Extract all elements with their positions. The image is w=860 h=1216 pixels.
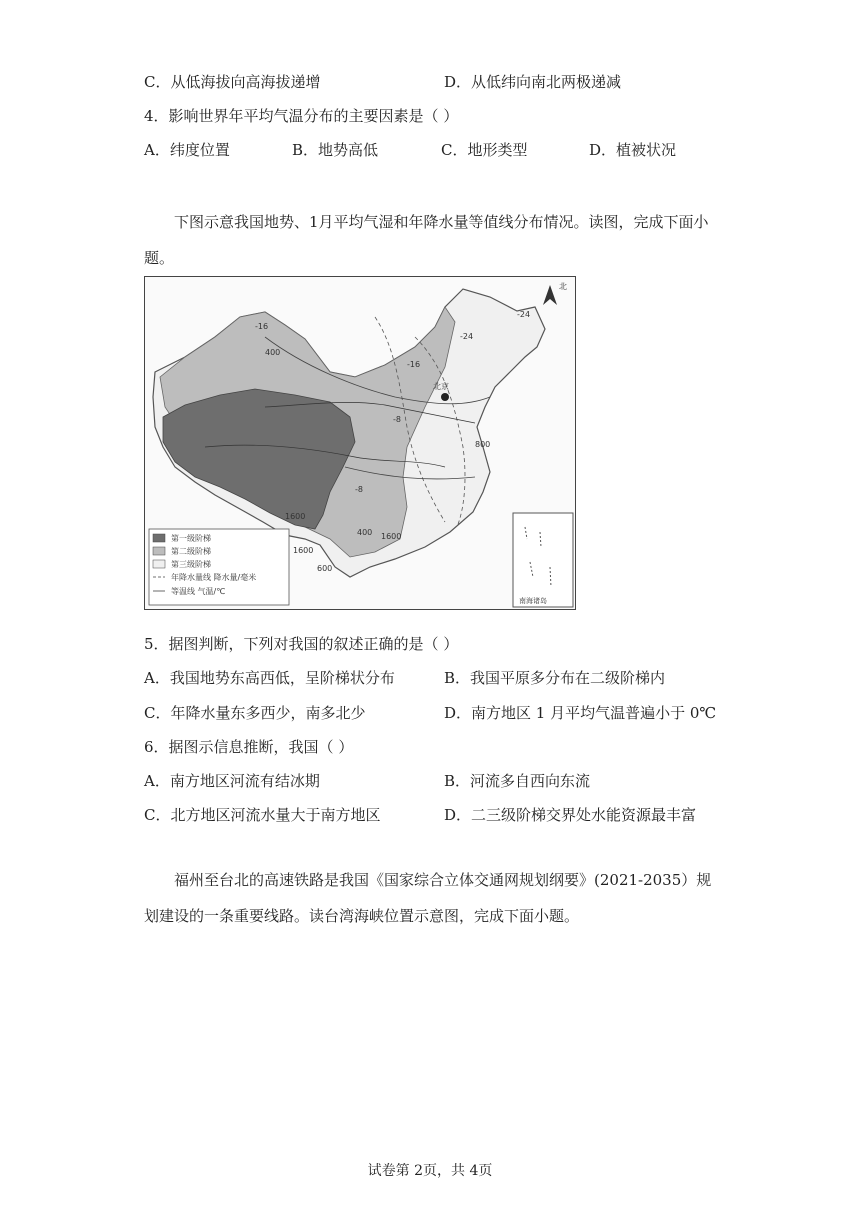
contour-label: -24 xyxy=(517,310,531,319)
intro-paragraph-map: 下图示意我国地势、1月平均气湿和年降水量等值线分布情况。读图，完成下面小题。 xyxy=(144,213,709,267)
contour-label: 1600 xyxy=(293,546,314,555)
q3-option-c: C．从低海拔向高海拔递增 xyxy=(144,73,321,91)
contour-label: 1600 xyxy=(285,512,306,521)
north-label: 北 xyxy=(559,282,567,291)
contour-label: -8 xyxy=(355,485,363,494)
south-china-sea-inset xyxy=(513,513,573,607)
contour-label: 600 xyxy=(317,564,333,573)
north-arrow-icon xyxy=(543,285,557,305)
q5-option-a: A．我国地势东高西低，呈阶梯状分布 xyxy=(144,669,395,687)
q4-stem: 4．影响世界年平均气温分布的主要因素是（ ） xyxy=(144,107,459,125)
q5-option-b: B．我国平原多分布在二级阶梯内 xyxy=(444,669,666,687)
contour-label: -16 xyxy=(407,360,421,369)
inset-label: 南海诸岛 xyxy=(519,597,547,605)
capital-label: 北京 xyxy=(433,382,449,391)
legend-label-third-step: 第三级阶梯 xyxy=(171,560,211,569)
q6-option-a: A．南方地区河流有结冰期 xyxy=(144,772,320,790)
q4-option-d: D．植被状况 xyxy=(589,141,677,159)
capital-marker xyxy=(441,393,449,401)
q5-option-c: C．年降水量东多西少，南多北少 xyxy=(144,704,366,722)
contour-label: -24 xyxy=(460,332,474,341)
contour-label: 800 xyxy=(475,440,491,449)
q6-stem: 6．据图示信息推断，我国（ ） xyxy=(144,738,354,756)
legend-label-first-step: 第一级阶梯 xyxy=(171,534,211,543)
contour-label: 1600 xyxy=(381,532,402,541)
legend-swatch-third-step xyxy=(153,560,165,568)
map-svg xyxy=(145,277,576,610)
q4-option-c: C．地形类型 xyxy=(441,141,528,159)
contour-label: -8 xyxy=(393,415,401,424)
q6-option-c: C．北方地区河流水量大于南方地区 xyxy=(144,806,381,824)
q4-option-a: A．纬度位置 xyxy=(144,141,230,159)
q3-option-d: D．从低纬向南北两极递减 xyxy=(444,73,622,91)
q6-option-d: D．二三级阶梯交界处水能资源最丰富 xyxy=(444,806,697,824)
china-terrain-climate-map xyxy=(144,276,576,610)
legend-swatch-second-step xyxy=(153,547,165,555)
q6-option-b: B．河流多自西向东流 xyxy=(444,772,591,790)
q5-stem: 5．据图判断，下列对我国的叙述正确的是（ ） xyxy=(144,635,459,653)
intro-paragraph-taiwan: 福州至台北的高速铁路是我国《国家综合立体交通网规划纲要》(2021-2035）规划建设的一条重要线路。读台湾海峡位置示意图，完成下面小题。 xyxy=(144,871,712,925)
contour-label: 400 xyxy=(357,528,373,537)
contour-label: -16 xyxy=(255,322,269,331)
q5-option-d: D．南方地区 1 月平均气温普遍小于 0℃ xyxy=(444,704,717,722)
legend-label-isotherm: 等温线 气温/℃ xyxy=(171,587,226,596)
contour-label: 400 xyxy=(265,348,281,357)
legend-label-precipitation: 年降水量线 降水量/毫米 xyxy=(171,573,257,582)
legend-swatch-first-step xyxy=(153,534,165,542)
legend-label-second-step: 第二级阶梯 xyxy=(171,547,211,556)
page-footer: 试卷第 2页，共 4页 xyxy=(367,1163,493,1179)
q4-option-b: B．地势高低 xyxy=(292,141,379,159)
